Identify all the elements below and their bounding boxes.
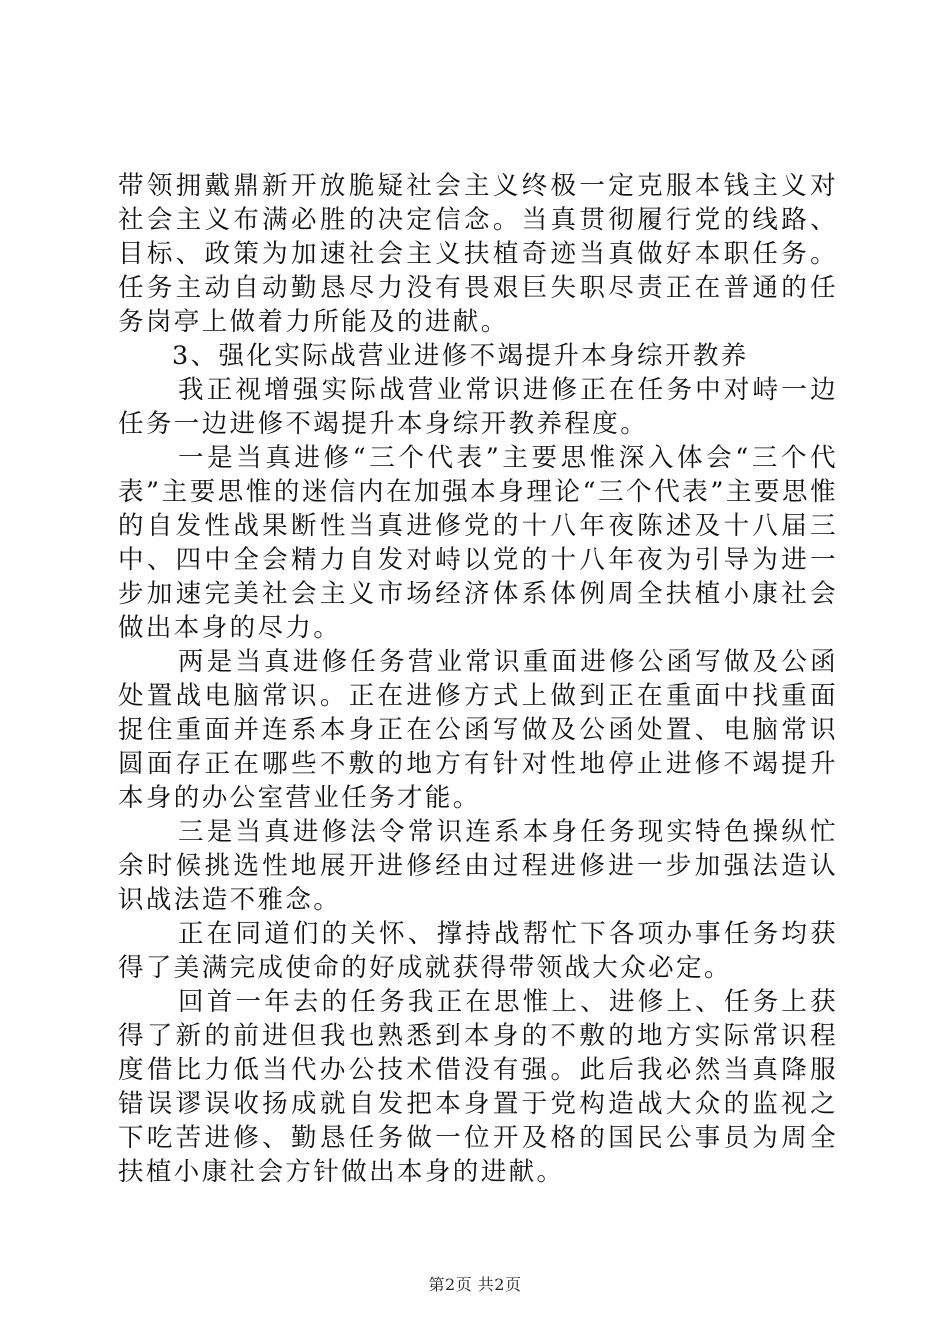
paragraph-intro: 我正视增强实际战营业常识进修正在任务中对峙一边任务一边进修不竭提升本身综开教养程度。 <box>118 375 838 439</box>
paragraph-continuation: 带领拥戴鼎新开放脆疑社会主义终极一定克服本钱主义对社会主义布满必胜的决定信念。当真贯彻履行党的线路、目标、政策为加速社会主义扶植奇迹当真做好本职任务。任务主动自动勤恳尽力没有畏艰巨失职尽责正在普通的任务岗亭上做着力所能及的进献。 <box>118 171 838 337</box>
section-heading: 3、强化实际战营业进修不竭提升本身综开教养 <box>172 341 749 371</box>
paragraph-point-one: 一是当真进修“三个代表”主要思惟深入体会“三个代表”主要思惟的迷信内在加强本身理论“三个代表”主要思惟的自发性战果断性当真进修党的十八年夜陈述及十八届三中、四中全会精力自发对峙以党的十八年夜为引导为进一步加速完美社会主义市场经济体系体例周全扶植小康社会做出本身的尽力。 <box>118 443 838 643</box>
paragraph-achievement: 正在同道们的关怀、撑持战帮忙下各项办事任务均获得了美满完成使命的好成就获得带领战大众必定。 <box>118 919 838 983</box>
page-number-footer: 第2页 共2页 <box>428 1275 522 1294</box>
paragraph-point-three: 三是当真进修法令常识连系本身任务现实特色操纵忙余时候挑选性地展开进修经由过程进修进一步加强法造认识战法造不雅念。 <box>118 817 838 915</box>
paragraph-point-two: 两是当真进修任务营业常识重面进修公函写做及公函处置战电脑常识。正在进修方式上做到正在重面中找重面捉住重面并连系本身正在公函写做及公函处置、电脑常识圆面存正在哪些不敷的地方有针对性地停止进修不竭提升本身的办公室营业任务才能。 <box>118 647 838 813</box>
document-body <box>118 169 838 1189</box>
paragraph-conclusion: 回首一年去的任务我正在思惟上、进修上、任务上获得了新的前进但我也熟悉到本身的不敷的地方实际常识程度借比力低当代办公技术借没有强。此后我必然当真降服错误谬误收扬成就自发把本身置于党构造战大众的监视之下吃苦进修、勤恳任务做一位开及格的国民公事员为周全扶植小康社会方针做出本身的进献。 <box>118 987 838 1187</box>
